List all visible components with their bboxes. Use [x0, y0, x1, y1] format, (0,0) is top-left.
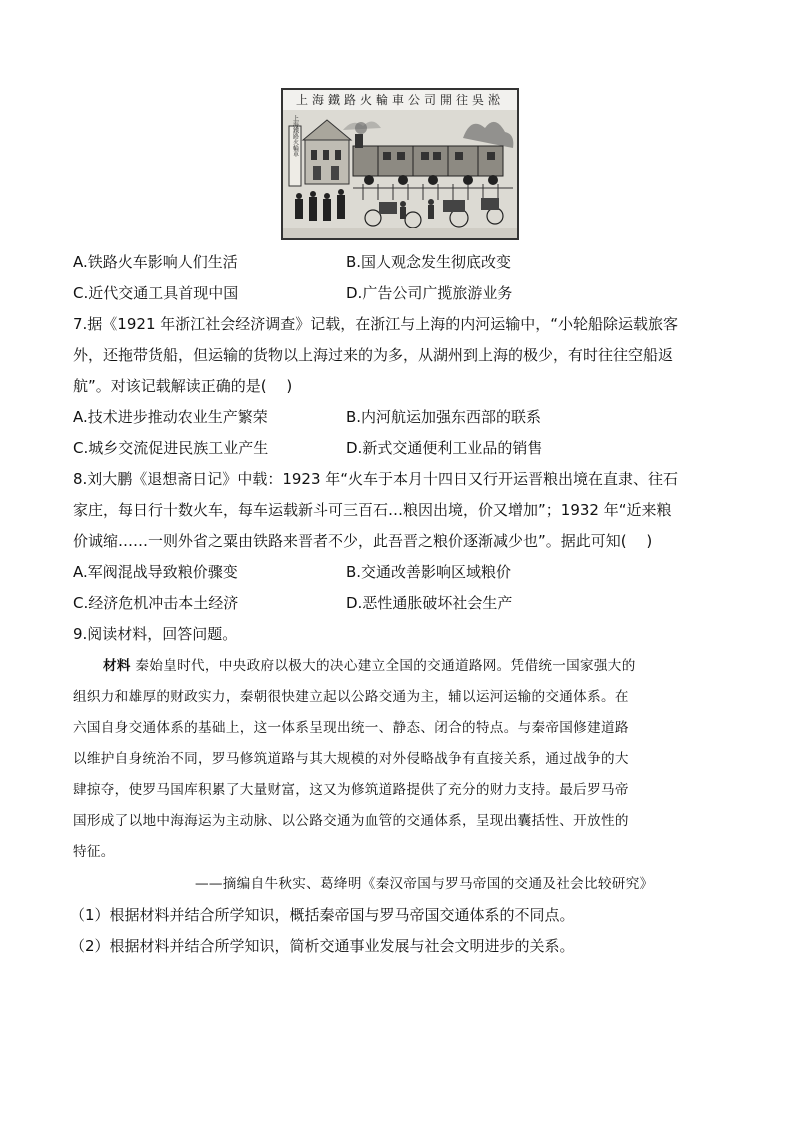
material-label: 材料	[103, 658, 131, 674]
q8-option-c[interactable]: C.经济危机冲击本土经济	[73, 594, 239, 612]
q9-stem: 9.阅读材料，回答问题。	[73, 625, 238, 643]
q7-option-b[interactable]: B.内河航运加强东西部的联系	[346, 408, 542, 426]
q9-subquestion-1: （1）根据材料并结合所学知识，概括秦帝国与罗马帝国交通体系的不同点。	[70, 906, 575, 924]
q9-subquestion-2: （2）根据材料并结合所学知识，简析交通事业发展与社会文明进步的关系。	[70, 937, 575, 955]
q6-option-d[interactable]: D.广告公司广揽旅游业务	[346, 284, 513, 302]
q8-stem-line: 价诚缩……一则外省之粟由铁路来晋者不少，此吾晋之粮价逐渐减少也”。据此可知( )	[73, 532, 653, 550]
figure-title: 上海鐵路火輪車公司開往吳淞	[283, 90, 517, 111]
sign-text: 上海鐵路火輪車	[291, 115, 299, 157]
q6-option-c[interactable]: C.近代交通工具首现中国	[73, 284, 239, 302]
railway-illustration	[283, 110, 517, 238]
q7-option-d[interactable]: D.新式交通便利工业品的销售	[346, 439, 543, 457]
q9-material-line: 国形成了以地中海海运为主动脉、以公路交通为血管的交通体系，呈现出囊括性、开放性的	[73, 813, 629, 829]
q6-option-a[interactable]: A.铁路火车影响人们生活	[73, 253, 238, 271]
material-text: 秦始皇时代，中央政府以极大的决心建立全国的交通道路网。凭借统一国家强大的	[130, 658, 636, 674]
q9-material-line: 六国自身交通体系的基础上，这一体系呈现出统一、静态、闭合的特点。与秦帝国修建道路	[73, 720, 629, 736]
q7-option-c[interactable]: C.城乡交流促进民族工业产生	[73, 439, 269, 457]
q9-material-line: 特征。	[73, 844, 115, 860]
q8-option-a[interactable]: A.军阀混战导致粮价骤变	[73, 563, 238, 581]
q8-stem-line: 家庄，每日行十数火车，每车运载新斗可三百石…粮因出境，价又增加”；1932 年“近来粮	[73, 501, 672, 519]
q8-option-b[interactable]: B.交通改善影响区域粮价	[346, 563, 512, 581]
railway-advertisement-image	[281, 88, 519, 240]
q9-material-line: 组织力和雄厚的财政实力，秦朝很快建立起以公路交通为主，辅以运河运输的交通体系。在	[73, 689, 629, 705]
q7-stem-line: 外，还拖带货船，但运输的货物以上海过来的为多，从湖州到上海的极少，有时往往空船返	[73, 346, 674, 364]
q6-option-b[interactable]: B.国人观念发生彻底改变	[346, 253, 512, 271]
q9-material-first-line	[103, 656, 636, 676]
q7-stem-line: 7.据《1921 年浙江社会经济调查》记载，在浙江与上海的内河运输中，“小轮船除运载旅客	[73, 315, 679, 333]
q8-stem-line: 8.刘大鹏《退想斋日记》中载：1923 年“火车于本月十四日又行开运晋粮出境在直隶、往石	[73, 470, 679, 488]
q8-option-d[interactable]: D.恶性通胀破坏社会生产	[346, 594, 513, 612]
q7-stem-line: 航”。对该记载解读正确的是( )	[73, 377, 293, 395]
q9-source: ——摘编自牛秋实、葛绛明《秦汉帝国与罗马帝国的交通及社会比较研究》	[195, 876, 654, 892]
q9-material-line: 肆掠夺，使罗马国库积累了大量财富，这又为修筑道路提供了充分的财力支持。最后罗马帝	[73, 782, 629, 798]
q9-material-line: 以维护自身统治不同，罗马修筑道路与其大规模的对外侵略战争有直接关系，通过战争的大	[73, 751, 629, 767]
q7-option-a[interactable]: A.技术进步推动农业生产繁荣	[73, 408, 268, 426]
